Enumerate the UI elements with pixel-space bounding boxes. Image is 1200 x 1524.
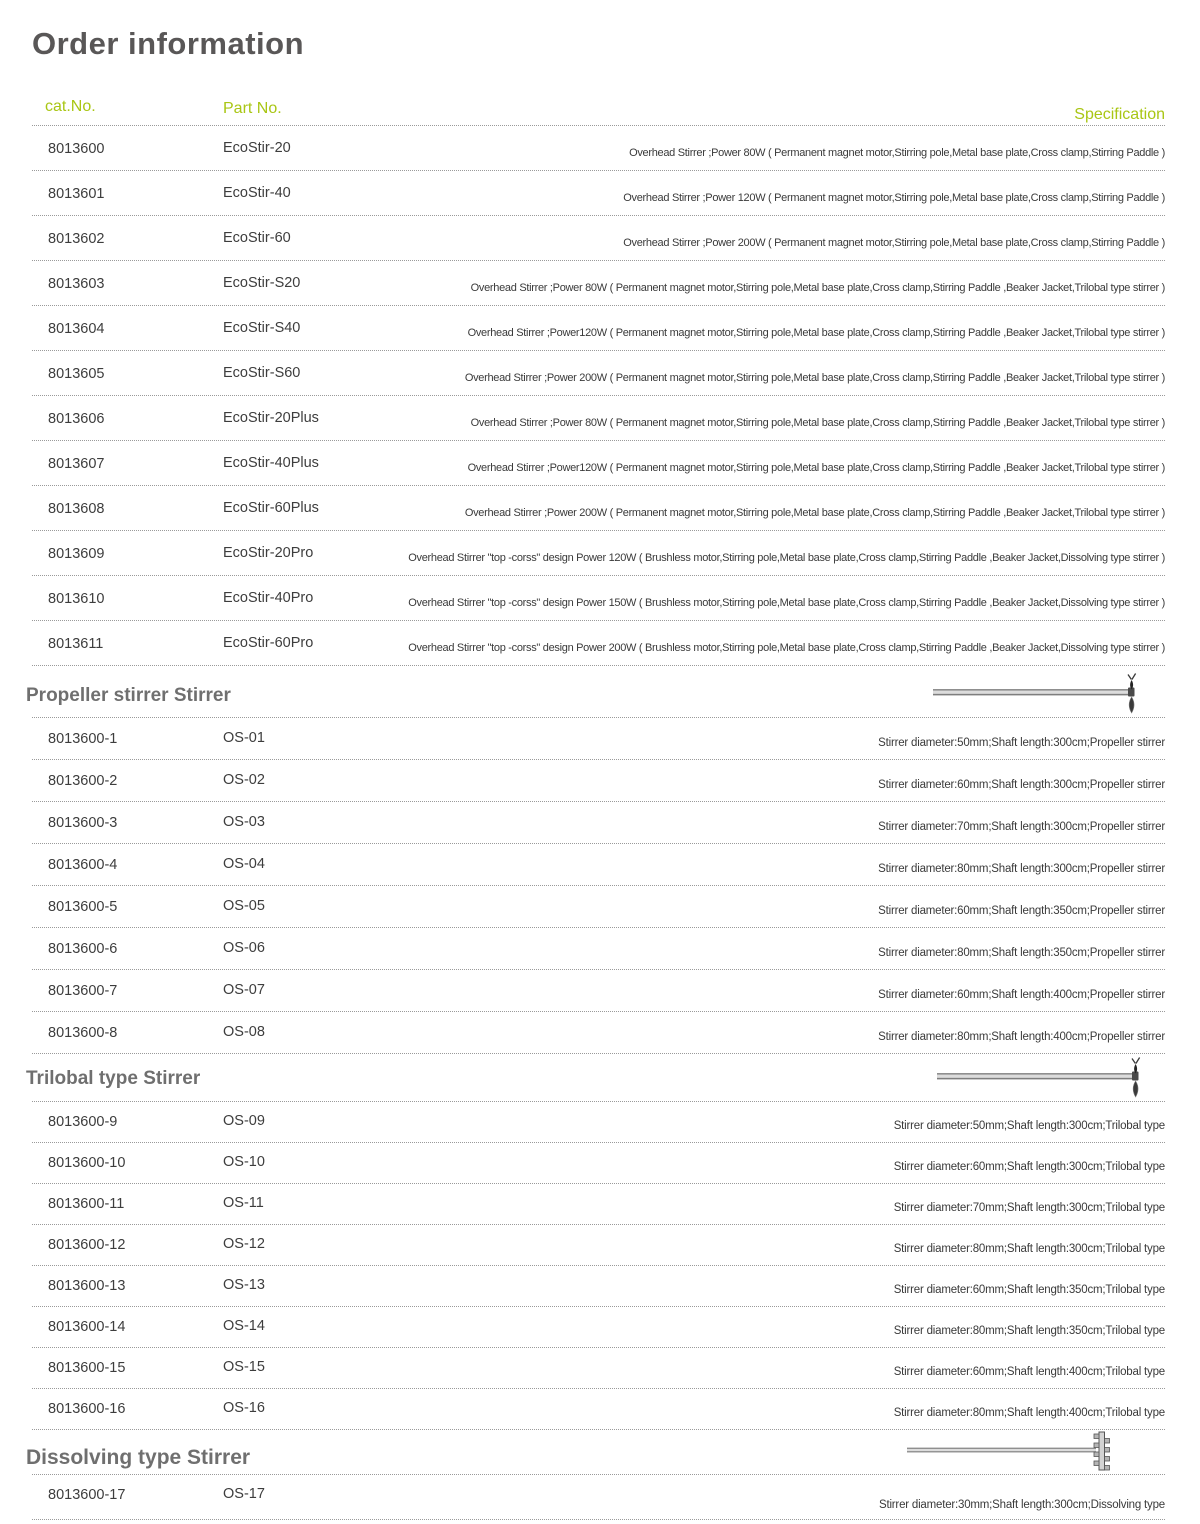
specification-cell: Overhead Stirrer "top -corss" design Power 150W ( Brushless motor,Stirring pole,Metal base plate,Cross clamp,Stirring Paddle ,Beaker Jacket,Dissolving type stirrer ) xyxy=(408,597,1165,609)
cat-no-cell: 8013600-3 xyxy=(48,815,118,831)
cat-no-cell: 8013603 xyxy=(48,276,105,292)
table-row xyxy=(32,1102,1165,1143)
part-no-cell: OS-07 xyxy=(223,982,265,998)
part-no-cell: OS-01 xyxy=(223,730,265,746)
cat-no-cell: 8013600-6 xyxy=(48,941,118,957)
specification-cell: Stirrer diameter:60mm;Shaft length:400cm;Propeller stirrer xyxy=(878,989,1165,1001)
part-no-cell: EcoStir-40Plus xyxy=(223,455,319,471)
part-no-cell: OS-04 xyxy=(223,856,265,872)
specification-cell: Stirrer diameter:70mm;Shaft length:300cm;Propeller stirrer xyxy=(878,821,1165,833)
table-row xyxy=(32,171,1165,216)
cat-no-cell: 8013600-4 xyxy=(48,857,118,873)
part-no-cell: OS-14 xyxy=(223,1318,265,1334)
table-row xyxy=(32,216,1165,261)
table-row xyxy=(32,1012,1165,1054)
cat-no-cell: 8013600-13 xyxy=(48,1278,126,1294)
part-no-cell: EcoStir-S40 xyxy=(223,320,301,336)
specification-cell: Overhead Stirrer ;Power 80W ( Permanent magnet motor,Stirring pole,Metal base plate,Cross clamp,Stirring Paddle ,Beaker Jacket,Trilobal type stirrer ) xyxy=(470,417,1165,429)
specification-cell: Stirrer diameter:80mm;Shaft length:350cm;Propeller stirrer xyxy=(878,947,1165,959)
part-no-cell: EcoStir-20Plus xyxy=(223,410,319,426)
section-header xyxy=(26,666,1165,718)
part-no-cell: OS-02 xyxy=(223,772,265,788)
part-no-cell: OS-03 xyxy=(223,814,265,830)
cat-no-cell: 8013602 xyxy=(48,231,105,247)
specification-cell: Stirrer diameter:60mm;Shaft length:400cm;Trilobal type xyxy=(893,1366,1165,1378)
table-row xyxy=(32,1307,1165,1348)
part-no-cell: OS-17 xyxy=(223,1486,265,1502)
table-row xyxy=(32,1184,1165,1225)
specification-cell: Overhead Stirrer ;Power 120W ( Permanent magnet motor,Stirring pole,Metal base plate,Cross clamp,Stirring Paddle ) xyxy=(623,192,1165,204)
stirrer-section xyxy=(26,1054,1165,1430)
table-header-row xyxy=(32,95,1165,126)
specification-cell: Overhead Stirrer ;Power 200W ( Permanent magnet motor,Stirring pole,Metal base plate,Cross clamp,Stirring Paddle ,Beaker Jacket,Trilobal type stirrer ) xyxy=(464,507,1165,519)
part-no-cell: EcoStir-S60 xyxy=(223,365,301,381)
table-row xyxy=(32,126,1165,171)
cat-no-cell: 8013601 xyxy=(48,186,105,202)
cat-no-cell: 8013600-17 xyxy=(48,1487,126,1503)
specification-cell: Stirrer diameter:70mm;Shaft length:300cm;Trilobal type xyxy=(893,1202,1165,1214)
part-no-cell: OS-13 xyxy=(223,1277,265,1293)
specification-cell: Stirrer diameter:60mm;Shaft length:350cm;Propeller stirrer xyxy=(878,905,1165,917)
table-row xyxy=(32,621,1165,666)
stirrer-sections xyxy=(26,666,1165,1520)
specification-cell: Stirrer diameter:50mm;Shaft length:300cm;Trilobal type xyxy=(893,1120,1165,1132)
cat-no-cell: 8013608 xyxy=(48,501,105,517)
main-table xyxy=(32,126,1165,666)
part-no-cell: OS-15 xyxy=(223,1359,265,1375)
cat-no-cell: 8013600 xyxy=(48,141,105,157)
column-header-part-no: Part No. xyxy=(223,100,282,117)
specification-cell: Stirrer diameter:80mm;Shaft length:300cm;Propeller stirrer xyxy=(878,863,1165,875)
section-title: Dissolving type Stirrer xyxy=(26,1446,251,1469)
table-row xyxy=(32,1225,1165,1266)
specification-cell: Stirrer diameter:80mm;Shaft length:400cm;Trilobal type xyxy=(893,1407,1165,1419)
cat-no-cell: 8013600-9 xyxy=(48,1114,118,1130)
specification-cell: Overhead Stirrer ;Power120W ( Permanent magnet motor,Stirring pole,Metal base plate,Cross clamp,Stirring Paddle ,Beaker Jacket,Trilobal type stirrer ) xyxy=(467,327,1165,339)
specification-cell: Overhead Stirrer ;Power 200W ( Permanent magnet motor,Stirring pole,Metal base plate,Cross clamp,Stirring Paddle ,Beaker Jacket,Trilobal type stirrer ) xyxy=(464,372,1165,384)
specification-cell: Stirrer diameter:60mm;Shaft length:300cm;Trilobal type xyxy=(893,1161,1165,1173)
order-information-page xyxy=(0,26,1200,1520)
stirrer-section xyxy=(26,1430,1165,1520)
table-row xyxy=(32,306,1165,351)
cat-no-cell: 8013609 xyxy=(48,546,105,562)
cat-no-cell: 8013600-12 xyxy=(48,1237,126,1253)
part-no-cell: EcoStir-60Pro xyxy=(223,635,314,651)
table-row xyxy=(32,1348,1165,1389)
cat-no-cell: 8013600-15 xyxy=(48,1360,126,1376)
cat-no-cell: 8013600-2 xyxy=(48,773,118,789)
table-row xyxy=(32,396,1165,441)
specification-cell: Stirrer diameter:80mm;Shaft length:350cm;Trilobal type xyxy=(893,1325,1165,1337)
part-no-cell: EcoStir-40 xyxy=(223,185,291,201)
part-no-cell: OS-05 xyxy=(223,898,265,914)
part-no-cell: EcoStir-S20 xyxy=(223,275,301,291)
part-no-cell: EcoStir-40Pro xyxy=(223,590,314,606)
specification-cell: Stirrer diameter:80mm;Shaft length:400cm;Propeller stirrer xyxy=(878,1031,1165,1043)
specification-cell: Overhead Stirrer ;Power 200W ( Permanent magnet motor,Stirring pole,Metal base plate,Cross clamp,Stirring Paddle ) xyxy=(623,237,1165,249)
part-no-cell: EcoStir-60Plus xyxy=(223,500,319,516)
table-row xyxy=(32,928,1165,970)
section-title: Propeller stirrer Stirrer xyxy=(26,685,231,706)
specification-cell: Stirrer diameter:80mm;Shaft length:300cm;Trilobal type xyxy=(893,1243,1165,1255)
specification-cell: Overhead Stirrer "top -corss" design Power 120W ( Brushless motor,Stirring pole,Metal base plate,Cross clamp,Stirring Paddle ,Beaker Jacket,Dissolving type stirrer ) xyxy=(408,552,1165,564)
part-no-cell: OS-06 xyxy=(223,940,265,956)
table-row xyxy=(32,802,1165,844)
specification-cell: Overhead Stirrer ;Power120W ( Permanent magnet motor,Stirring pole,Metal base plate,Cross clamp,Stirring Paddle ,Beaker Jacket,Trilobal type stirrer ) xyxy=(467,462,1165,474)
part-no-cell: EcoStir-60 xyxy=(223,230,291,246)
specification-cell: Overhead Stirrer "top -corss" design Power 200W ( Brushless motor,Stirring pole,Metal base plate,Cross clamp,Stirring Paddle ,Beaker Jacket,Dissolving type stirrer ) xyxy=(408,642,1165,654)
part-no-cell: OS-12 xyxy=(223,1236,265,1252)
cat-no-cell: 8013600-7 xyxy=(48,983,118,999)
cat-no-cell: 8013600-16 xyxy=(48,1401,126,1417)
part-no-cell: EcoStir-20Pro xyxy=(223,545,314,561)
specification-cell: Stirrer diameter:60mm;Shaft length:350cm;Trilobal type xyxy=(893,1284,1165,1296)
table-row xyxy=(32,261,1165,306)
section-header xyxy=(26,1054,1165,1102)
table-row xyxy=(32,718,1165,760)
cat-no-cell: 8013604 xyxy=(48,321,105,337)
specification-cell: Overhead Stirrer ;Power 80W ( Permanent magnet motor,Stirring pole,Metal base plate,Cross clamp,Stirring Paddle ,Beaker Jacket,Trilobal type stirrer ) xyxy=(470,282,1165,294)
table-row xyxy=(32,1389,1165,1430)
table-row xyxy=(32,351,1165,396)
cat-no-cell: 8013600-5 xyxy=(48,899,118,915)
cat-no-cell: 8013600-14 xyxy=(48,1319,126,1335)
part-no-cell: OS-11 xyxy=(223,1195,264,1211)
part-no-cell: EcoStir-20 xyxy=(223,140,291,156)
cat-no-cell: 8013600-10 xyxy=(48,1155,126,1171)
column-header-cat-no: cat.No. xyxy=(45,98,96,115)
specification-cell: Stirrer diameter:60mm;Shaft length:300cm;Propeller stirrer xyxy=(878,779,1165,791)
cat-no-cell: 8013607 xyxy=(48,456,105,472)
part-no-cell: OS-10 xyxy=(223,1154,265,1170)
cat-no-cell: 8013611 xyxy=(48,636,104,652)
cat-no-cell: 8013610 xyxy=(48,591,105,607)
table-row xyxy=(32,844,1165,886)
stirrer-section xyxy=(26,666,1165,1054)
cat-no-cell: 8013600-8 xyxy=(48,1025,118,1041)
table-row xyxy=(32,760,1165,802)
table-row xyxy=(32,441,1165,486)
cat-no-cell: 8013600-1 xyxy=(48,731,118,747)
column-header-specification: Specification xyxy=(1074,106,1165,123)
propeller-stirrer-image xyxy=(933,672,1143,719)
table-row xyxy=(32,576,1165,621)
cat-no-cell: 8013600-11 xyxy=(48,1196,125,1212)
part-no-cell: OS-09 xyxy=(223,1113,265,1129)
specification-cell: Stirrer diameter:30mm;Shaft length:300cm;Dissolving type xyxy=(878,1499,1165,1511)
part-no-cell: OS-16 xyxy=(223,1400,265,1416)
cat-no-cell: 8013605 xyxy=(48,366,105,382)
table-row xyxy=(32,1143,1165,1184)
trilobal-stirrer-image xyxy=(937,1056,1147,1103)
specification-cell: Stirrer diameter:50mm;Shaft length:300cm;Propeller stirrer xyxy=(878,737,1165,749)
specification-cell: Overhead Stirrer ;Power 80W ( Permanent magnet motor,Stirring pole,Metal base plate,Cross clamp,Stirring Paddle ) xyxy=(629,147,1165,159)
part-no-cell: OS-08 xyxy=(223,1024,265,1040)
page-title: Order information xyxy=(32,26,305,61)
section-header xyxy=(26,1430,1165,1475)
table-row xyxy=(32,1266,1165,1307)
table-row xyxy=(32,886,1165,928)
table-row xyxy=(32,970,1165,1012)
table-row xyxy=(32,486,1165,531)
section-title: Trilobal type Stirrer xyxy=(26,1068,201,1089)
dissolving-stirrer-image xyxy=(907,1428,1117,1479)
cat-no-cell: 8013606 xyxy=(48,411,105,427)
table-row xyxy=(32,531,1165,576)
